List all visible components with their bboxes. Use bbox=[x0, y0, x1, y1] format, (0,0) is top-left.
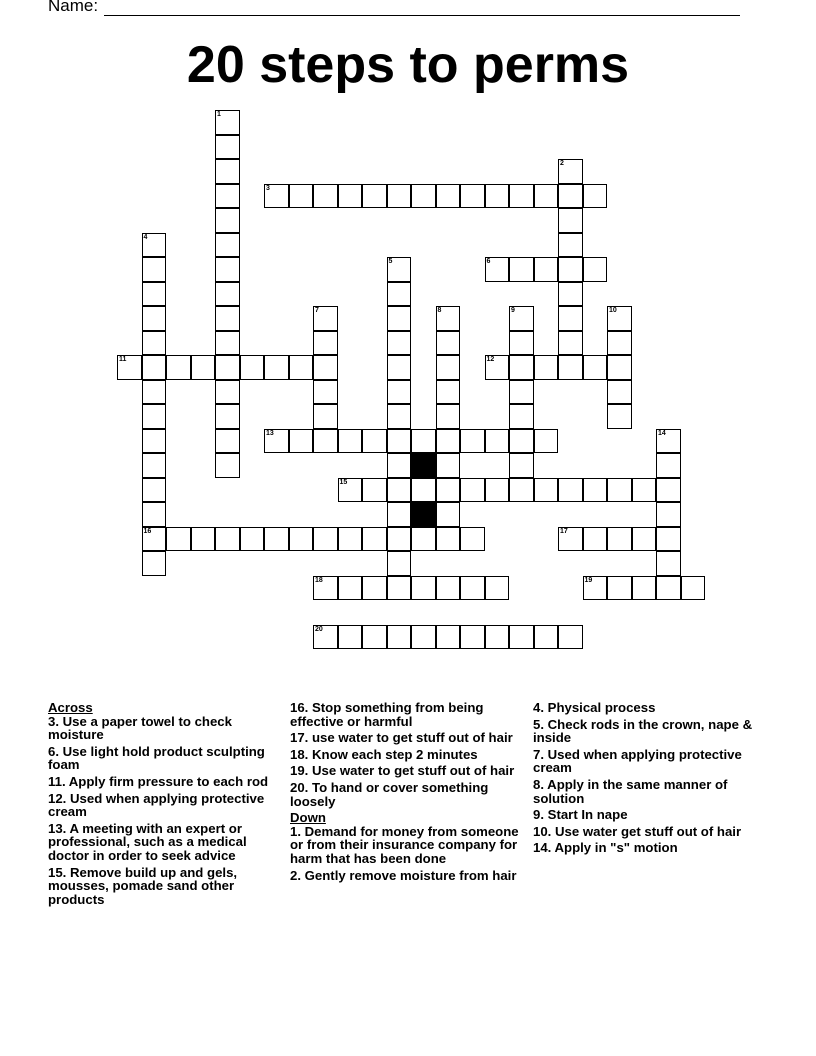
clue-number-label: 16 bbox=[143, 527, 152, 535]
clue-number-label: 7 bbox=[315, 307, 319, 314]
crossword-cell[interactable] bbox=[313, 355, 338, 380]
crossword-cell[interactable] bbox=[509, 331, 534, 356]
crossword-cell[interactable] bbox=[362, 625, 387, 650]
clue-text: 6. Use light hold product sculpting foam bbox=[48, 743, 265, 773]
crossword-cell[interactable] bbox=[436, 576, 461, 601]
crossword-cell[interactable] bbox=[558, 208, 583, 233]
crossword-cell[interactable] bbox=[313, 184, 338, 209]
crossword-cell[interactable] bbox=[436, 355, 461, 380]
crossword-cell[interactable] bbox=[215, 306, 240, 331]
crossword-cell[interactable] bbox=[142, 282, 167, 307]
crossword-cell[interactable] bbox=[583, 527, 608, 552]
crossword-cell[interactable] bbox=[534, 257, 559, 282]
clue-number-label: 19 bbox=[584, 576, 593, 584]
crossword-cell[interactable] bbox=[215, 453, 240, 478]
crossword-cell[interactable] bbox=[558, 184, 583, 209]
crossword-cell[interactable] bbox=[656, 576, 681, 601]
crossword-cell[interactable] bbox=[607, 478, 632, 503]
crossword-cell[interactable] bbox=[362, 478, 387, 503]
crossword-cell[interactable] bbox=[313, 306, 338, 331]
crossword-cell[interactable] bbox=[215, 135, 240, 160]
crossword-cell[interactable] bbox=[632, 527, 657, 552]
crossword-cell[interactable] bbox=[411, 625, 436, 650]
crossword-cell[interactable] bbox=[583, 576, 608, 601]
clue-number-label: 14 bbox=[658, 429, 666, 437]
crossword-cell[interactable] bbox=[583, 184, 608, 209]
crossword-cell[interactable] bbox=[313, 576, 338, 601]
crossword-cell[interactable] bbox=[436, 404, 461, 429]
crossword-cell[interactable] bbox=[387, 306, 412, 331]
clue-text: 2. Gently remove moisture from hair bbox=[290, 867, 517, 883]
crossword-cell[interactable] bbox=[558, 625, 583, 650]
crossword-cell[interactable] bbox=[166, 355, 191, 380]
crossword-cell[interactable] bbox=[387, 257, 412, 282]
crossword-cell[interactable] bbox=[583, 478, 608, 503]
crossword-cell[interactable] bbox=[460, 184, 485, 209]
crossword-cell[interactable] bbox=[215, 380, 240, 405]
crossword-cell[interactable] bbox=[191, 355, 216, 380]
crossword-cell[interactable] bbox=[215, 257, 240, 282]
crossword-cell[interactable] bbox=[142, 233, 167, 258]
crossword-cell[interactable] bbox=[632, 576, 657, 601]
crossword-cell[interactable] bbox=[362, 184, 387, 209]
crossword-cell[interactable] bbox=[411, 184, 436, 209]
clue-number-label: 6 bbox=[486, 258, 491, 265]
clue-number-label: 15 bbox=[339, 478, 348, 486]
crossword-cell[interactable] bbox=[215, 110, 240, 135]
name-label: Name: bbox=[48, 0, 99, 15]
crossword-cell[interactable] bbox=[436, 380, 461, 405]
crossword-cell[interactable] bbox=[191, 527, 216, 552]
clue-text: 10. Use water get stuff out of hair bbox=[533, 823, 742, 839]
crossword-cell[interactable] bbox=[583, 257, 608, 282]
crossword-cell[interactable] bbox=[558, 355, 583, 380]
crossword-cell[interactable] bbox=[607, 306, 632, 331]
crossword-cell[interactable] bbox=[142, 257, 167, 282]
crossword-cell[interactable] bbox=[289, 429, 314, 454]
crossword-cell[interactable] bbox=[485, 478, 510, 503]
crossword-cell[interactable] bbox=[411, 478, 436, 503]
clue-text: 9. Start In nape bbox=[533, 807, 628, 823]
crossword-cell[interactable] bbox=[656, 478, 681, 503]
crossword-cell[interactable] bbox=[436, 184, 461, 209]
crossword-cell[interactable] bbox=[215, 208, 240, 233]
clue-section-heading: Down bbox=[290, 810, 326, 826]
crossword-cell[interactable] bbox=[681, 576, 706, 601]
crossword-cell[interactable] bbox=[313, 404, 338, 429]
crossword-cell[interactable] bbox=[215, 355, 240, 380]
crossword-cell[interactable] bbox=[142, 502, 167, 527]
clue-number-label: 2 bbox=[560, 160, 564, 167]
crossword-cell[interactable] bbox=[142, 380, 167, 405]
crossword-cell[interactable] bbox=[436, 331, 461, 356]
crossword-cell[interactable] bbox=[142, 331, 167, 356]
crossword-cell[interactable] bbox=[264, 527, 289, 552]
clue-number-label: 5 bbox=[388, 258, 393, 265]
crossword-cell[interactable] bbox=[656, 527, 681, 552]
crossword-cell[interactable] bbox=[387, 331, 412, 356]
clue-text: 18. Know each step 2 minutes bbox=[290, 746, 478, 762]
crossword-cell[interactable] bbox=[411, 527, 436, 552]
crossword-cell[interactable] bbox=[313, 380, 338, 405]
crossword-cell[interactable] bbox=[313, 625, 338, 650]
crossword-cell[interactable] bbox=[142, 306, 167, 331]
crossword-cell[interactable] bbox=[387, 478, 412, 503]
clue-text: 15. Remove build up and gels, mousses, pomade sand other products bbox=[48, 864, 238, 907]
crossword-cell[interactable] bbox=[387, 502, 412, 527]
crossword-cell[interactable] bbox=[583, 355, 608, 380]
crossword-cell[interactable] bbox=[436, 502, 461, 527]
crossword-cell[interactable] bbox=[485, 257, 510, 282]
crossword-cell[interactable] bbox=[509, 306, 534, 331]
clue-number-label: 1 bbox=[217, 111, 221, 118]
crossword-cell[interactable] bbox=[656, 551, 681, 576]
crossword-cell[interactable] bbox=[387, 429, 412, 454]
crossword-cell[interactable] bbox=[289, 184, 314, 209]
crossword-cell[interactable] bbox=[558, 331, 583, 356]
crossword-cell[interactable] bbox=[387, 527, 412, 552]
crossword-cell[interactable] bbox=[509, 380, 534, 405]
crossword-cell[interactable] bbox=[460, 429, 485, 454]
crossword-cell[interactable] bbox=[534, 625, 559, 650]
crossword-cell[interactable] bbox=[338, 478, 363, 503]
crossword-cell[interactable] bbox=[656, 502, 681, 527]
crossword-cell[interactable] bbox=[362, 576, 387, 601]
crossword-cell[interactable] bbox=[411, 576, 436, 601]
clue-number-label: 13 bbox=[266, 429, 274, 437]
crossword-cell[interactable] bbox=[509, 355, 534, 380]
clue-number-label: 11 bbox=[119, 356, 127, 363]
clue-text: 11. Apply firm pressure to each rod bbox=[48, 773, 269, 789]
clue-number-label: 3 bbox=[266, 184, 270, 192]
crossword-cell[interactable] bbox=[411, 429, 436, 454]
crossword-cell[interactable] bbox=[460, 576, 485, 601]
clue-number-label: 9 bbox=[511, 307, 515, 314]
clue-number-label: 8 bbox=[437, 307, 442, 314]
crossword-cell[interactable] bbox=[558, 282, 583, 307]
crossword-cell[interactable] bbox=[240, 527, 265, 552]
crossword-cell[interactable] bbox=[362, 527, 387, 552]
crossword-cell[interactable] bbox=[509, 257, 534, 282]
crossword-cell[interactable] bbox=[485, 625, 510, 650]
clue-number-label: 12 bbox=[486, 356, 495, 363]
crossword-cell[interactable] bbox=[534, 429, 559, 454]
crossword-cell[interactable] bbox=[142, 355, 167, 380]
clue-text: 14. Apply in "s" motion bbox=[533, 840, 678, 856]
crossword-cell[interactable] bbox=[558, 233, 583, 258]
crossword-cell[interactable] bbox=[264, 184, 289, 209]
crossword-cell[interactable] bbox=[387, 380, 412, 405]
crossword-cell[interactable] bbox=[240, 355, 265, 380]
crossword-cell[interactable] bbox=[264, 355, 289, 380]
clue-text: 17. use water to get stuff out of hair bbox=[290, 730, 513, 746]
crossword-cell[interactable] bbox=[436, 429, 461, 454]
crossword-cell[interactable] bbox=[436, 625, 461, 650]
crossword-cell[interactable] bbox=[215, 233, 240, 258]
crossword-cell[interactable] bbox=[460, 527, 485, 552]
crossword-cell[interactable] bbox=[387, 355, 412, 380]
crossword-cell[interactable] bbox=[215, 331, 240, 356]
crossword-cell[interactable] bbox=[142, 527, 167, 552]
crossword-cell[interactable] bbox=[142, 453, 167, 478]
crossword-cell[interactable] bbox=[460, 478, 485, 503]
clue-number-label: 20 bbox=[315, 625, 323, 633]
crossword-black-cell bbox=[411, 453, 436, 478]
crossword-cell[interactable] bbox=[313, 331, 338, 356]
clue-text: 7. Used when applying protective cream bbox=[533, 746, 742, 776]
clue-text: 1. Demand for money from someone or from their insurance company for harm that has been done bbox=[290, 823, 519, 866]
clue-text: 13. A meeting with an expert or professional, such as a medical doctor in order to seek advice bbox=[48, 820, 247, 863]
crossword-cell[interactable] bbox=[387, 576, 412, 601]
crossword-cell[interactable] bbox=[656, 429, 681, 454]
crossword-cell[interactable] bbox=[509, 429, 534, 454]
crossword-cell[interactable] bbox=[338, 429, 363, 454]
clues-column-1 bbox=[48, 701, 283, 909]
crossword-cell[interactable] bbox=[166, 527, 191, 552]
crossword-cell[interactable] bbox=[215, 282, 240, 307]
crossword-cell[interactable] bbox=[460, 625, 485, 650]
crossword-cell[interactable] bbox=[656, 453, 681, 478]
crossword-cell[interactable] bbox=[436, 453, 461, 478]
clues-column-3 bbox=[533, 701, 768, 858]
crossword-cell[interactable] bbox=[558, 527, 583, 552]
crossword-cell[interactable] bbox=[142, 429, 167, 454]
clue-number-label: 4 bbox=[143, 233, 148, 241]
crossword-cell[interactable] bbox=[215, 159, 240, 184]
crossword-cell[interactable] bbox=[338, 184, 363, 209]
crossword-cell[interactable] bbox=[558, 257, 583, 282]
crossword-cell[interactable] bbox=[338, 576, 363, 601]
crossword-cell[interactable] bbox=[215, 429, 240, 454]
crossword-cell[interactable] bbox=[264, 429, 289, 454]
crossword-cell[interactable] bbox=[534, 184, 559, 209]
clues-column-2 bbox=[290, 701, 525, 885]
crossword-cell[interactable] bbox=[485, 184, 510, 209]
clue-text: 19. Use water to get stuff out of hair bbox=[290, 763, 515, 779]
page-title: 20 steps to perms bbox=[186, 36, 630, 94]
clue-text: 5. Check rods in the crown, nape & inside bbox=[533, 716, 753, 746]
clue-number-label: 18 bbox=[315, 576, 323, 584]
clue-number-label: 10 bbox=[609, 307, 617, 314]
crossword-cell[interactable] bbox=[558, 478, 583, 503]
crossword-cell[interactable] bbox=[485, 429, 510, 454]
crossword-cell[interactable] bbox=[607, 380, 632, 405]
clue-number-label: 17 bbox=[560, 527, 568, 535]
clue-text: 3. Use a paper towel to check moisture bbox=[48, 713, 232, 743]
crossword-cell[interactable] bbox=[289, 527, 314, 552]
crossword-cell[interactable] bbox=[509, 404, 534, 429]
crossword-cell[interactable] bbox=[436, 478, 461, 503]
crossword-cell[interactable] bbox=[289, 355, 314, 380]
crossword-cell[interactable] bbox=[534, 478, 559, 503]
crossword-cell[interactable] bbox=[607, 355, 632, 380]
clue-text: 16. Stop something from being effective or harmful bbox=[290, 700, 484, 729]
crossword-cell[interactable] bbox=[215, 184, 240, 209]
crossword-cell[interactable] bbox=[558, 159, 583, 184]
crossword-cell[interactable] bbox=[387, 625, 412, 650]
clue-text: 20. To hand or cover something loosely bbox=[290, 779, 489, 809]
crossword-cell[interactable] bbox=[485, 355, 510, 380]
crossword-cell[interactable] bbox=[607, 404, 632, 429]
crossword-cell[interactable] bbox=[436, 527, 461, 552]
crossword-cell[interactable] bbox=[607, 576, 632, 601]
clue-text: 8. Apply in the same manner of solution bbox=[533, 776, 728, 806]
crossword-cell[interactable] bbox=[142, 478, 167, 503]
crossword-black-cell bbox=[411, 502, 436, 527]
crossword-cell[interactable] bbox=[142, 404, 167, 429]
crossword-cell[interactable] bbox=[509, 453, 534, 478]
crossword-cell[interactable] bbox=[338, 527, 363, 552]
crossword-cell[interactable] bbox=[632, 478, 657, 503]
crossword-cell[interactable] bbox=[387, 453, 412, 478]
crossword-cell[interactable] bbox=[215, 404, 240, 429]
crossword-cell[interactable] bbox=[338, 625, 363, 650]
crossword-cell[interactable] bbox=[387, 404, 412, 429]
clue-text: 12. Used when applying protective cream bbox=[48, 790, 265, 820]
crossword-cell[interactable] bbox=[313, 429, 338, 454]
crossword-cell[interactable] bbox=[558, 306, 583, 331]
crossword-cell[interactable] bbox=[607, 527, 632, 552]
crossword-cell[interactable] bbox=[313, 527, 338, 552]
crossword-cell[interactable] bbox=[387, 551, 412, 576]
crossword-cell[interactable] bbox=[485, 576, 510, 601]
crossword-cell[interactable] bbox=[362, 429, 387, 454]
crossword-cell[interactable] bbox=[387, 282, 412, 307]
crossword-cell[interactable] bbox=[142, 551, 167, 576]
crossword-cell[interactable] bbox=[534, 355, 559, 380]
clue-text: 4. Physical process bbox=[533, 700, 656, 715]
crossword-cell[interactable] bbox=[509, 184, 534, 209]
crossword-cell[interactable] bbox=[215, 527, 240, 552]
crossword-cell[interactable] bbox=[117, 355, 142, 380]
clue-section-heading: Across bbox=[48, 700, 93, 715]
crossword-cell[interactable] bbox=[509, 478, 534, 503]
crossword-cell[interactable] bbox=[509, 625, 534, 650]
crossword-cell[interactable] bbox=[387, 184, 412, 209]
crossword-cell[interactable] bbox=[607, 331, 632, 356]
crossword-cell[interactable] bbox=[436, 306, 461, 331]
